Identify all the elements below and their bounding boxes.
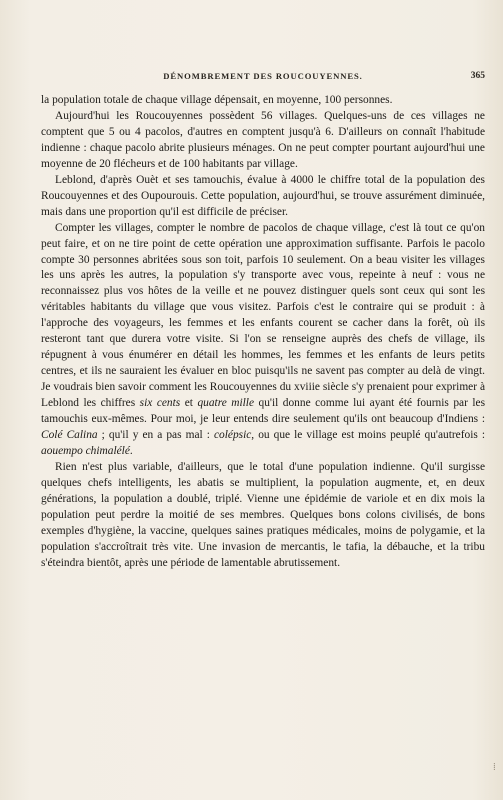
text-run: . [129, 444, 133, 457]
italic-phrase: aouempo chimalélé [41, 444, 130, 457]
italic-phrase: quatre mille [197, 397, 255, 410]
body-text [41, 93, 485, 572]
text-run: et [180, 397, 198, 410]
margin-mark: ⁞ [493, 762, 496, 773]
text-run: Compter les villages, compter le nombre de pacolos de chaque village, c'est là tout ce qu'on peut faire, et on ne tire point de cette opération une approximation suffisante. Parfois le pacolo compte 30 personnes abritées sous son toit, parfois 10 seulement. On a beau visiter les villages les uns après les autres, la population s'y transporte avec vous, repeinte à neuf : vous ne reconnaissez plus vos hôtes de la veille et ne pouvez distinguer quels sont ceux qui sont les véritables habitants du village que vous visitez. Parfois c'est le contraire qui se produit : à l'approche des voyageurs, les femmes et les enfants courent se cacher dans la forêt, où ils resteront tant que durera votre visite. Si l'on se renseigne auprès des chefs de village, ils répugnent à vous énumérer en détail les hommes, les femmes et les enfants de leurs petits centres, et ils ne sauraient les évaluer en bloc puisqu'ils ne savent pas compter au delà de vingt. Je voudrais bien savoir comment les Roucouyennes du xviiie siècle s'y prenaient pour exprimer à Leblond les chiffres [41, 221, 485, 410]
paragraph [41, 173, 485, 221]
page-header [41, 71, 485, 85]
text-run: Aujourd'hui les Roucouyennes possèdent 56 villages. Quelques-uns de ces villages ne comptent que 5 ou 4 pacolos, d'autres en comptent jusqu'à 6. D'ailleurs on connaît l'habitude indienne : chaque pacolo abrite plusieurs ménages. On ne peut compter pourtant aujourd'hui une moyenne de 20 flécheurs et de 100 habitants par village. [41, 109, 485, 170]
italic-phrase: six cents [139, 397, 181, 410]
text-run: ; qu'il y en a pas mal : [97, 429, 214, 442]
paragraph [41, 109, 485, 173]
text-run: la population totale de chaque village dépensait, en moyenne, 100 personnes. [41, 94, 393, 106]
paragraph [41, 93, 485, 109]
text-run: Rien n'est plus variable, d'ailleurs, que le total d'une population indienne. Qu'il surgisse quelques chefs intelligents, les abatis se multiplient, la population augmente, et, en deux générations, la population a doublé, triplé. Vienne une épidémie de variole et en dix mois la population peut perdre la moitié de ses membres. Quelques bons colons civilisés, de bons exemples d'hygiène, la vaccine, quelques saines pratiques médicales, moins de polygamie, et la population s'accroîtrait très vite. Une invasion de mercantis, le tafia, la débauche, et la tribu s'éteindra bientôt, après une période de lamentable abrutissement. [41, 460, 485, 569]
italic-phrase: Colé Calina [41, 429, 98, 442]
text-run: qu'il donne comme lui ayant été fournis par les tamouchis eux-mêmes. Pour moi, je leur entends dire seulement qu'ils ont beaucoup d'Indiens : [41, 397, 486, 426]
italic-phrase: colépsic [213, 429, 252, 442]
paragraph [41, 221, 485, 460]
text-run: , ou que le village est moins peuplé qu'autrefois : [251, 429, 486, 442]
running-title: DÉNOMBREMENT DES ROUCOUYENNES. [163, 71, 363, 81]
paragraph [41, 460, 485, 572]
page-number: 365 [470, 71, 485, 81]
text-run: Leblond, d'après Ouèt et ses tamouchis, évalue à 4000 le chiffre total de la population des Roucouyennes et des Oupourouis. Cette population, aujourd'hui, se trouve assurément diminuée, mais dans une proportion qu'il est difficile de préciser. [41, 173, 485, 218]
